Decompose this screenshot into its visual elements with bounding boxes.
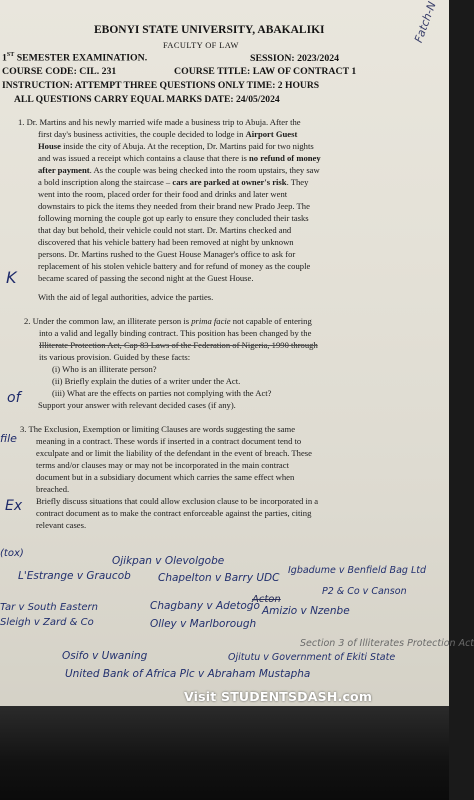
q1-refund-clause: no refund of money: [248, 153, 321, 163]
exam-ordinal: ST: [6, 52, 15, 58]
q1-text: and was issued a receipt which contains a clause that there is: [38, 153, 247, 163]
q2-line: its various provision. Guided by these facts:: [39, 352, 191, 362]
case-note: Amizio v Nzenbe: [262, 605, 350, 617]
case-note: Tar v South Eastern: [0, 602, 98, 613]
q1-instruction: With the aid of legal authorities, advice the parties.: [38, 292, 214, 302]
q1-line: [38, 141, 314, 153]
q1-text: first day's business activities, the couple decided to lodge in: [38, 129, 244, 139]
exam-title: [2, 52, 147, 63]
case-note: Ojitutu v Government of Ekiti State: [228, 652, 396, 663]
case-note: Igbadume v Benfield Bag Ltd: [288, 565, 426, 576]
case-note: United Bank of Africa Plc v Abraham Mustapha: [65, 668, 311, 680]
q2-item-i: (i) Who is an illiterate person?: [52, 364, 157, 374]
case-note: Osifo v Uwaning: [62, 650, 148, 662]
q3-line: breached.: [36, 484, 70, 494]
q1-line: went into the room, placed order for their food and drinks and later went: [38, 189, 288, 199]
q3-line: relevant cases.: [36, 520, 87, 530]
q3-line: contract document as to make the contract enforceable against the parties, citing: [36, 508, 312, 518]
q2-line: [24, 316, 312, 328]
pencil-note: Section 3 of Illiterates Protection Act: [300, 638, 474, 649]
q1-line: downstairs to pick the items they needed from their brand new Prado Jeep. The: [38, 201, 310, 211]
q1-text: . As the couple was being checked into the room upstairs, they saw: [89, 165, 320, 175]
q1-line: [38, 165, 320, 177]
q2-line: into a valid and legally binding contract. This position has been changed by the: [39, 328, 312, 338]
photo-shadow: [0, 706, 449, 800]
q3-line: document but in a subsidiary document which carries the same effect when: [36, 472, 295, 482]
q1-line: persons. Dr. Martins rushed to the Guest House Manager's office to ask for: [38, 249, 296, 259]
q2-instruction: Support your answer with relevant decided cases (if any).: [38, 400, 236, 410]
q1-line: became scared of passing the second night at the Guest House.: [38, 273, 254, 283]
faculty-name: FACULTY OF LAW: [163, 41, 239, 50]
margin-note-tox: (tox): [0, 548, 24, 559]
case-note: Ojikpan v Olevolgobe: [112, 555, 225, 567]
q1-line: replacement of his stolen vehicle battery and for refund of money as the couple: [38, 261, 311, 271]
case-note: Chagbany v Adetogo: [150, 600, 260, 612]
q3-line: terms and/or clauses may or may not be incorporated in the main contract: [36, 460, 289, 470]
q2-line: Illiterate Protection Act, Cap 83 Laws of the Federation of Nigeria, 1990 through: [39, 340, 318, 350]
q1-text: a bold inscription along the staircase –: [38, 177, 171, 187]
q2-item-ii: (ii) Briefly explain the duties of a writer under the Act.: [52, 376, 241, 386]
q2-item-iii: (iii) What are the effects on parties not complying with the Act?: [52, 388, 272, 398]
margin-mark-q2: of: [7, 390, 21, 406]
q1-owners-risk: cars are parked at owner's risk: [172, 177, 287, 187]
q1-line: discovered that his vehicle battery had been removed at night by unknown: [38, 237, 294, 247]
q1-line: that day but behold, their vehicle could not start. Dr. Martins checked and: [38, 225, 292, 235]
q3-line: Briefly discuss situations that could allow exclusion clause to be incorporated in a: [36, 496, 319, 506]
case-note: Olley v Marlborough: [150, 618, 257, 630]
course-code: COURSE CODE: CIL. 231: [2, 66, 117, 77]
case-note: Chapelton v Barry UDC: [158, 572, 280, 584]
q3-line: exculpate and or limit the liability of the defendant in the event of breach. These: [36, 448, 312, 458]
corner-note: Fatch-N: [412, 0, 439, 45]
q2-prima-facie: prima facie: [191, 316, 231, 326]
q1-refund-clause-end: after payment: [38, 165, 90, 175]
q1-line: 1. Dr. Martins and his newly married wife made a business trip to Abuja. After the: [18, 117, 301, 127]
session: SESSION: 2023/2024: [250, 53, 340, 64]
case-note: Sleigh v Zard & Co: [0, 617, 94, 628]
exam-number: 1: [2, 52, 7, 64]
university-name: EBONYI STATE UNIVERSITY, ABAKALIKI: [94, 24, 325, 36]
course-title: COURSE TITLE: LAW OF CONTRACT 1: [174, 66, 357, 77]
exam-label: SEMESTER EXAMINATION.: [14, 52, 148, 64]
q3-line: 3. The Exclusion, Exemption or limiting Clauses are words suggesting the same: [20, 424, 296, 434]
q1-text: . They: [286, 177, 309, 187]
q1-guest-house-suffix: House: [38, 141, 61, 151]
q3-line: meaning in a contract. These words if inserted in a contract document tend to: [36, 436, 302, 446]
q1-line: [38, 153, 321, 165]
case-note: L'Estrange v Graucob: [18, 570, 131, 582]
margin-mark-q1: K: [6, 268, 17, 287]
q2-text: not capable of entering: [232, 316, 312, 326]
q1-guest-house-name: Airport Guest: [245, 129, 298, 139]
watermark: Visit STUDENTSDASH.com: [184, 689, 373, 704]
margin-note-file: file: [0, 432, 17, 445]
q1-text: inside the city of Abuja. At the reception, Dr. Martins paid for two nights: [63, 141, 314, 151]
q1-line: [38, 177, 308, 189]
q1-line: following morning the couple got up early to ensure they concluded their tasks: [38, 213, 309, 223]
case-note: P2 & Co v Canson: [322, 586, 407, 597]
instruction: INSTRUCTION: ATTEMPT THREE QUESTIONS ONLY TIME: 2 HOURS: [2, 80, 320, 91]
case-note-crossed: Acton: [252, 594, 281, 605]
q2-text: 2. Under the common law, an illiterate person is: [24, 316, 190, 326]
marks-date: ALL QUESTIONS CARRY EQUAL MARKS DATE: 24/05/2024: [14, 94, 280, 105]
margin-mark-q3: Ex: [5, 498, 23, 514]
q1-line: [38, 129, 297, 141]
